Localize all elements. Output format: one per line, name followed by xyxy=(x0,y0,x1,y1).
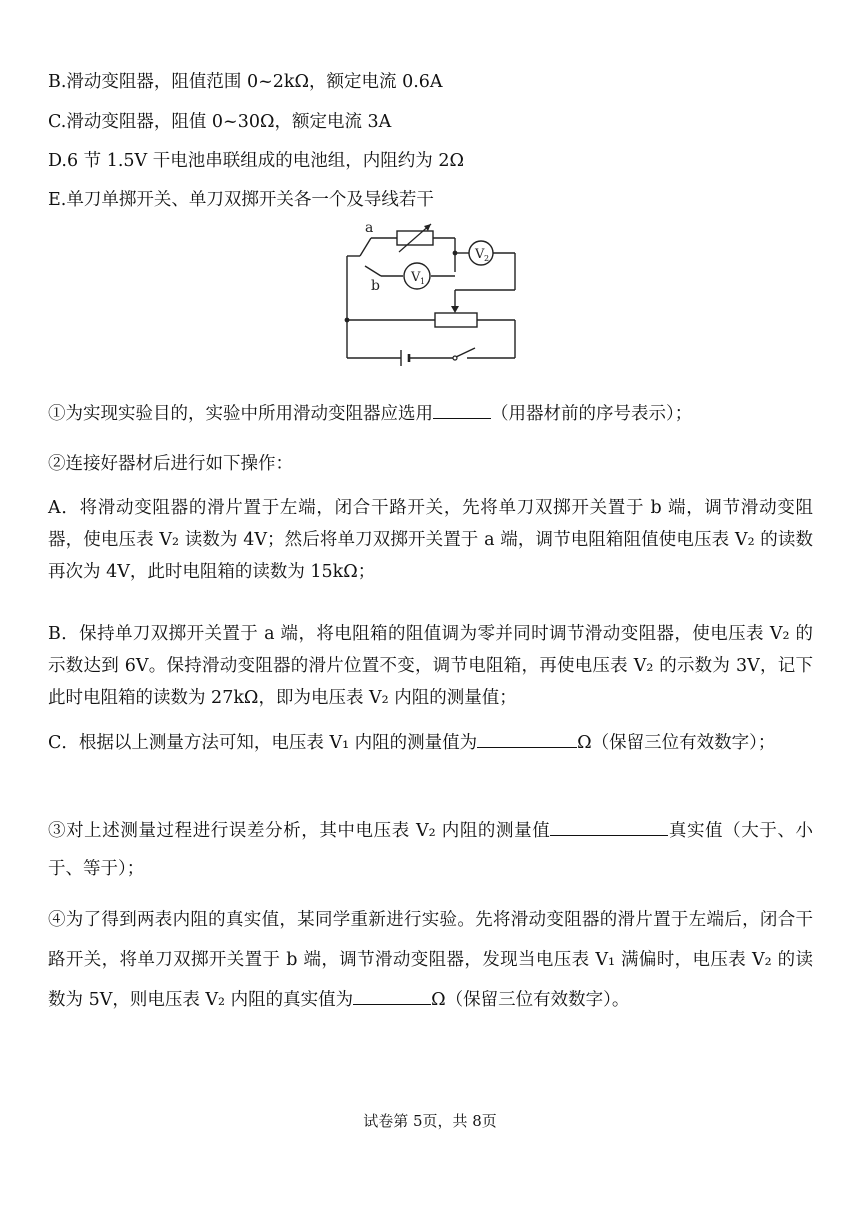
step-a: A．将滑动变阻器的滑片置于左端，闭合干路开关，先将单刀双掷开关置于 b 端，调节滑动变阻器，使电压表 V₂ 读数为 4V；然后将单刀双掷开关置于 a 端，调节电阻箱阻值使电压表 V₂ 的读数再次为 4V，此时电阻箱的读数为 15kΩ； xyxy=(48,498,813,582)
label-a: a xyxy=(365,220,374,236)
answer-blank-1[interactable] xyxy=(433,400,491,419)
option-e: E.单刀单掷开关、单刀双掷开关各一个及导线若干 xyxy=(48,190,434,210)
v2-subscript: 2 xyxy=(484,254,490,263)
label-b: b xyxy=(371,278,380,294)
battery-icon xyxy=(401,350,409,366)
spdt-blade-a xyxy=(360,238,371,256)
answer-blank-3[interactable] xyxy=(550,817,668,836)
option-d: D.6 节 1.5V 干电池串联组成的电池组，内阻约为 2Ω xyxy=(48,151,464,171)
question-4: ④为了得到两表内阻的真实值，某同学重新进行实验。先将滑动变阻器的滑片置于左端后，闭合干路开关，将单刀双掷开关置于 b 端，调节滑动变阻器，发现当电压表 V₁ 满偏时，电压表 V₂ 的读数为 5V，则电压表 V₂ 内阻的真实值为 Ω（保留三位有效数字）。 xyxy=(48,910,813,1010)
v1-label: V xyxy=(411,270,421,285)
option-b: B.滑动变阻器，阻值范围 0~2kΩ，额定电流 0.6A xyxy=(48,72,443,92)
page-footer: 试卷第 5页，共 8页 xyxy=(363,1112,497,1130)
step-b: B．保持单刀双掷开关置于 a 端，将电阻箱的阻值调为零并同时调节滑动变阻器，使电压表 V₂ 的示数达到 6V。保持滑动变阻器的滑片位置不变，调节电阻箱，再使电压表 V₂ 的示数为 3V，记下此时电阻箱的读数为 27kΩ，即为电压表 V₂ 内阻的测量值； xyxy=(48,624,813,708)
question-3: ③对上述测量过程进行误差分析，其中电压表 V₂ 内阻的测量值 真实值（大于、小于、等于）； xyxy=(48,812,813,888)
question-1: ①为实现实验目的，实验中所用滑动变阻器应选用 （用器材前的序号表示）； xyxy=(48,398,813,430)
step-c: C．根据以上测量方法可知，电压表 V₁ 内阻的测量值为 Ω（保留三位有效数字）； xyxy=(48,727,813,759)
answer-blank-4[interactable] xyxy=(353,986,431,1005)
answer-blank-2[interactable] xyxy=(477,729,577,748)
v1-subscript: 1 xyxy=(420,277,426,286)
option-c: C.滑动变阻器，阻值 0~30Ω，额定电流 3A xyxy=(48,112,392,132)
question-2-intro: ②连接好器材后进行如下操作： xyxy=(48,454,293,474)
v2-label: V xyxy=(475,247,485,262)
rheostat-icon xyxy=(435,313,477,327)
spdt-blade-b xyxy=(365,266,381,276)
circuit-diagram xyxy=(335,210,535,370)
